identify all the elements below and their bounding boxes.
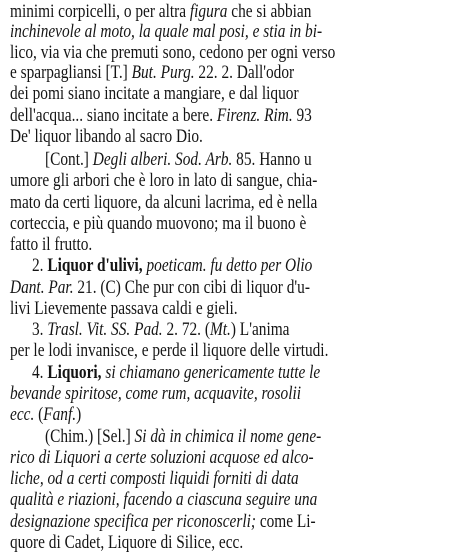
text-run: liche, od a certi composti liquidi forniti di data	[10, 468, 299, 489]
text-line	[10, 298, 238, 321]
text-line	[10, 62, 294, 85]
text-run: 2. 72. (	[162, 319, 210, 340]
text-line	[10, 489, 317, 512]
text-line	[32, 255, 312, 278]
text-run: (Chim.) [Sel.]	[45, 426, 135, 447]
text-line	[10, 234, 92, 257]
text-run: Degli alberi. Sod. Arb.	[92, 149, 233, 170]
text-run: livi Lievemente passava caldi e gieli.	[10, 298, 238, 319]
text-run: Liquori,	[47, 362, 102, 383]
text-run: e sparpagliansi [T.]	[10, 62, 132, 83]
text-line	[10, 170, 317, 193]
text-line	[10, 447, 314, 470]
text-run: dei pomi siano incitate a mangiare, e dal liquor	[10, 83, 299, 104]
text-run: [Cont.]	[45, 149, 93, 170]
text-run: poeticam. fu detto per Olio	[142, 255, 313, 276]
text-run: lico, via via che premuti sono, cedono per ogni verso	[10, 42, 336, 63]
text-run: Fanf.	[43, 404, 77, 425]
text-run: bevande spiritose, come rum, acquavite, rosolii	[10, 383, 302, 404]
text-run: But. Purg.	[131, 62, 195, 83]
text-run: (	[34, 404, 44, 425]
text-run: si chiamano genericamente tutte le	[101, 362, 321, 383]
text-run: De' liquor libando al sacro Dio.	[10, 126, 203, 147]
text-run: )	[76, 404, 82, 425]
text-line	[10, 192, 317, 215]
text-line	[10, 383, 301, 406]
text-run: designazione specifica per riconoscerli;	[10, 511, 256, 532]
text-line	[10, 468, 299, 491]
text-line	[10, 213, 306, 236]
text-line	[10, 21, 322, 44]
text-run: come Li-	[255, 511, 316, 532]
text-run: Trasl. Vit. SS. Pad.	[47, 319, 163, 340]
text-run: mato da certi liquore, da alcuni lacrima, ed è nella	[10, 192, 318, 213]
text-line	[10, 126, 203, 149]
text-run: 93	[292, 105, 312, 126]
text-run: che si abbian	[227, 1, 312, 22]
text-run: corteccia, e più quando muovono; ma il buono è	[10, 213, 307, 234]
text-run: 4.	[32, 362, 48, 383]
text-run: qualità e riazioni, facendo a ciascuna seguire una	[10, 489, 318, 510]
text-line	[10, 340, 328, 363]
text-line	[10, 83, 299, 106]
text-run: dell'acqua... siano incitate a bere.	[10, 105, 217, 126]
text-run: Liquor d'ulivi,	[47, 255, 143, 276]
text-line	[10, 532, 243, 555]
text-run: inchinevole al moto, la quale mal posi, e stia in bi-	[10, 21, 323, 42]
text-line	[10, 511, 316, 534]
text-run: ) L'anima	[230, 319, 290, 340]
text-line	[10, 404, 81, 427]
text-run: Si dà in chimica il nome gene-	[134, 426, 322, 447]
text-line	[32, 319, 289, 342]
text-run: quore di Cadet, Liquore di Silice, ecc.	[10, 532, 244, 553]
text-run: minimi corpicelli, o per altra	[10, 1, 190, 22]
text-run: Mt.	[209, 319, 231, 340]
text-line	[10, 105, 312, 128]
text-line	[10, 277, 310, 300]
text-run: 3.	[32, 319, 48, 340]
text-run: rico di Liquori a certe soluzioni acquose ed alco-	[10, 447, 314, 468]
text-run: umore gli arbori che è loro in lato di sangue, chia-	[10, 170, 318, 191]
text-run: fatto il frutto.	[10, 234, 93, 255]
text-run: ecc.	[10, 404, 35, 425]
text-line	[32, 362, 320, 385]
text-run: Firenz. Rim.	[216, 105, 293, 126]
text-run: figura	[189, 1, 228, 22]
text-run: 22. 2. Dall'odor	[194, 62, 295, 83]
text-run: 21. (C) Che pur con cibi di liquor d'u-	[73, 277, 310, 298]
text-line	[45, 426, 321, 449]
text-line	[45, 149, 312, 172]
text-run: Dant. Par.	[10, 277, 74, 298]
text-run: 85. Hanno u	[232, 149, 312, 170]
text-run: per le lodi invanisce, e perde il liquore delle virtudi.	[10, 340, 329, 361]
text-run: 2.	[32, 255, 48, 276]
